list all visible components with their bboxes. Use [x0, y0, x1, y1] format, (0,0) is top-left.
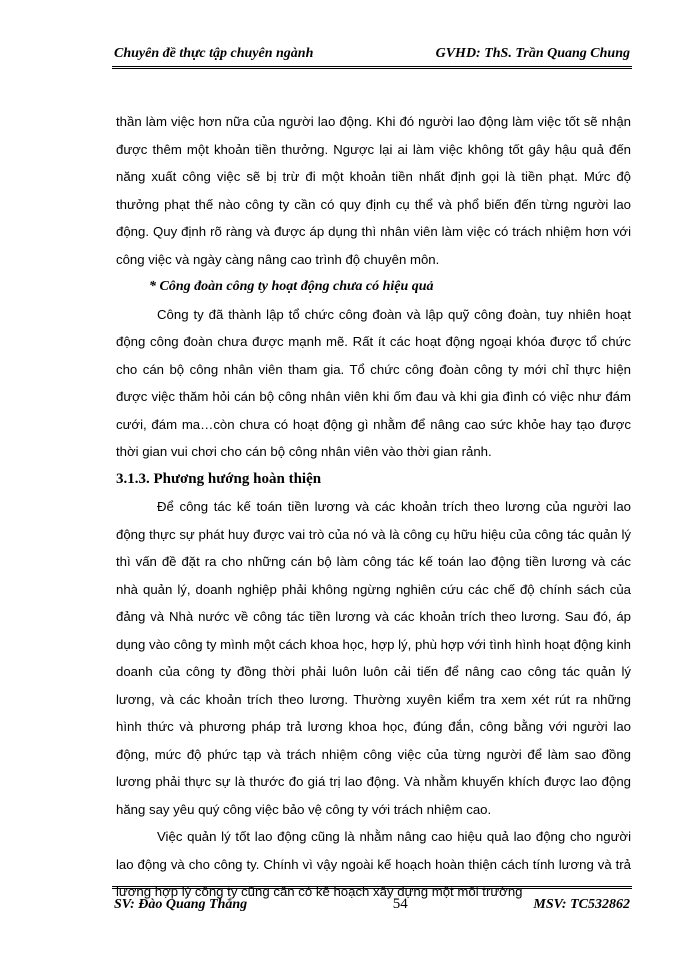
- header-course-title: Chuyên đề thực tập chuyên ngành: [114, 46, 314, 61]
- footer-student-name: SV: Đào Quang Thắng: [114, 897, 248, 912]
- paragraph-improvement: Để công tác kế toán tiền lương và các khoản trích theo lương của người lao động thực sự phát huy được vai trò của nó và là công cụ hữu hiệu của công tác quản lý thì vấn đề đặt ra cho những cán bộ làm công tác kế toán lao động tiền lương và các nhà quản lý, doanh nghiệp phải không ngừng nghiên cứu các chế độ chính sách của đảng và Nhà nước về công tác tiền lương và các khoản trích theo lương. Sau đó, áp dụng vào công ty mình một cách khoa học, hợp lý, phù hợp với tình hình hoạt động kinh doanh của công ty đồng thời phải luôn luôn cải tiến để nâng cao công tác quản lý lương, và các khoản trích theo lương. Thường xuyên kiểm tra xem xét rút ra những hình thức và phương pháp trả lương khoa học, đúng đắn, công bằng với người lao động, mức độ phức tạp và trách nhiệm công việc của từng người để làm sao đồng lương phải thực sự là thước đo giá trị lao động. Và nhằm khuyến khích được lao động hăng say yêu quý công việc bảo vệ công ty với trách nhiệm cao.: [116, 499, 631, 817]
- header-supervisor: GVHD: ThS. Trần Quang Chung: [435, 46, 630, 61]
- page-footer: [114, 896, 630, 913]
- subheading-trade-union: * Công đoàn công ty hoạt động chưa có hiệu quả: [149, 279, 434, 294]
- document-body: [116, 108, 631, 906]
- paragraph-trade-union: Công ty đã thành lập tổ chức công đoàn và lập quỹ công đoàn, tuy nhiên hoạt động công đoàn chưa được mạnh mẽ. Rất ít các hoạt động ngoại khóa được tổ chức cho cán bộ công nhân viên tham gia. Tổ chức công đoàn công ty mới chỉ thực hiện được việc thăm hỏi cán bộ công nhân viên khi ốm đau và khi gia đình có việc như đám cưới, đám ma…còn chưa có hoạt động gì nhằm để nâng cao sức khỏe hay tạo được thời gian vui chơi cho cán bộ công nhân viên vào thời gian rảnh.: [116, 306, 631, 459]
- footer-divider: [112, 886, 632, 889]
- header-divider: [112, 66, 632, 69]
- footer-student-id: MSV: TC532862: [533, 897, 630, 912]
- page-header: [114, 46, 630, 62]
- section-heading-improvement-direction: 3.1.3. Phương hướng hoàn thiện: [116, 470, 322, 487]
- paragraph-reward-penalty: thần làm việc hơn nữa của người lao động. Khi đó người lao động làm việc tốt sẽ nhận được thêm một khoản tiền thưởng. Ngược lại ai làm việc không tốt gây hậu quả đến năng xuất công việc sẽ bị trừ đi một khoản tiền nhất định gọi là tiền phạt. Mức độ thưởng phạt thế nào công ty cần có quy định cụ thể và phổ biến đến từng người lao động. Quy định rõ ràng và được áp dụng thì nhân viên làm việc có trách nhiệm hơn với công việc và ngày càng nâng cao trình độ chuyên môn.: [116, 114, 631, 267]
- page-number: 54: [392, 896, 408, 912]
- paragraph-labor-management: Việc quản lý tốt lao động cũng là nhằm nâng cao hiệu quả lao động cho người lao động và cho công ty. Chính vì vậy ngoài kế hoạch hoàn thiện cách tính lương và trả lương hợp lý công ty cũng cần có kế hoạch xây dựng một môi trường: [116, 829, 631, 899]
